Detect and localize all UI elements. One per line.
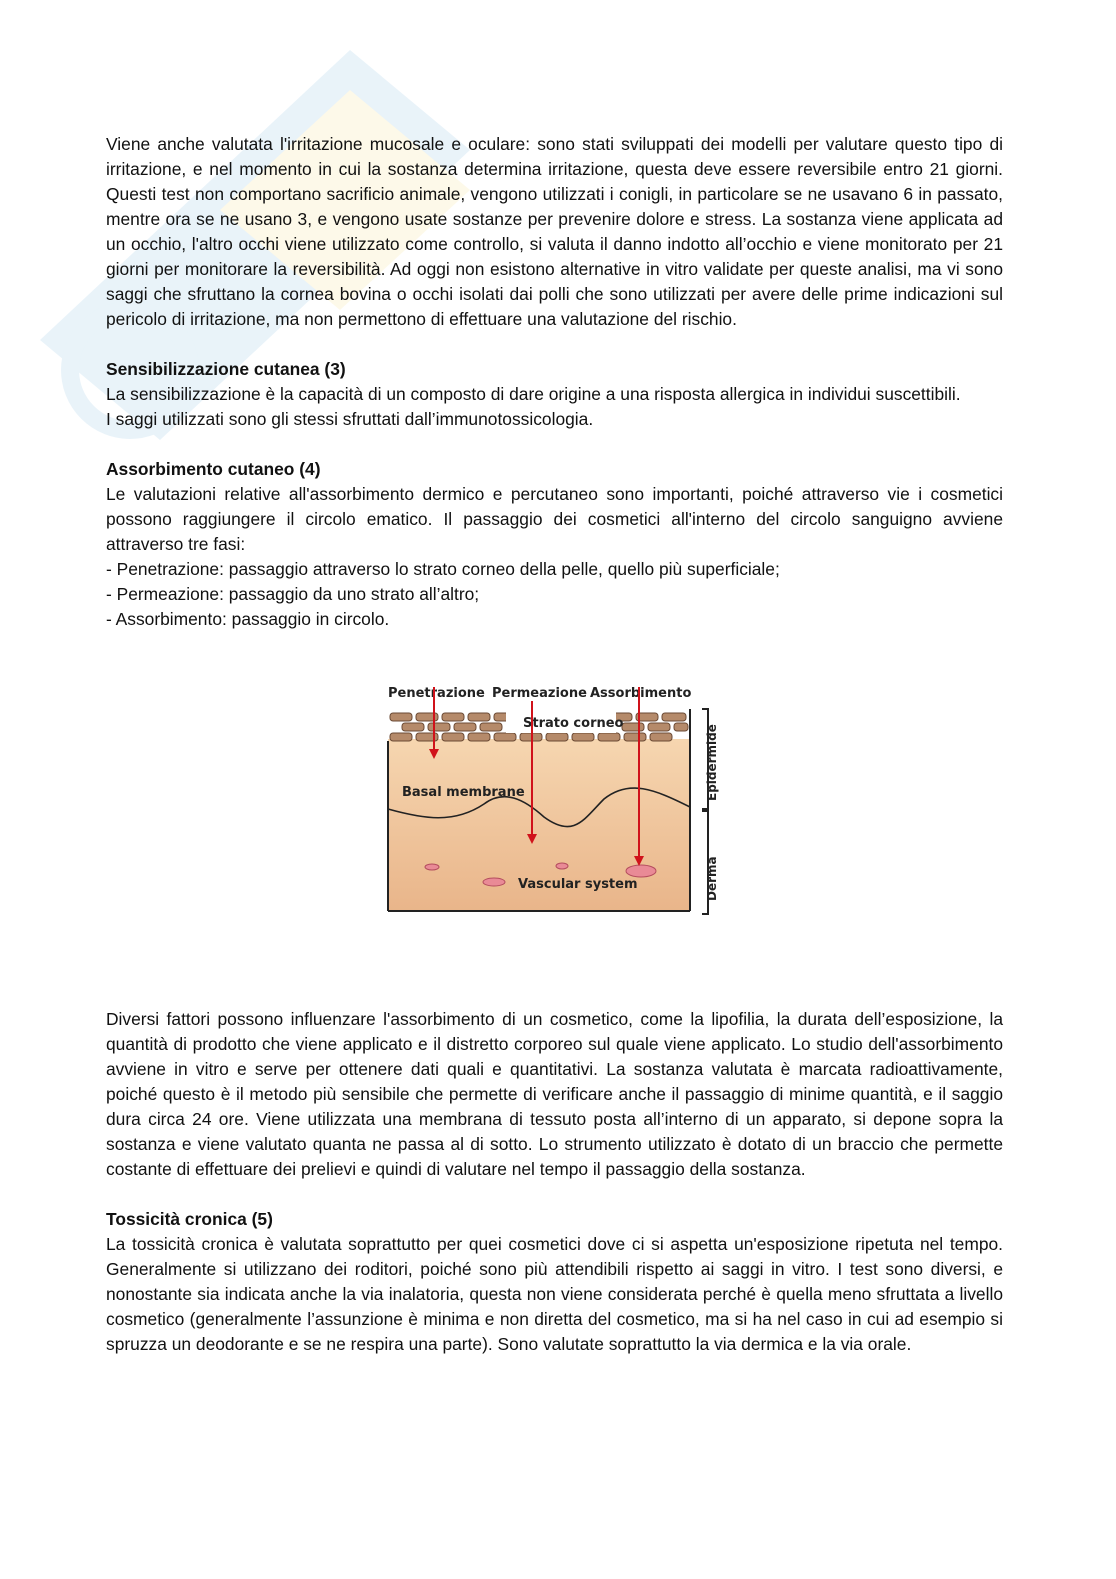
label-basal-membrane: Basal membrane [402,785,525,800]
vessel-icon [556,863,568,869]
label-assorbimento: Assorbimento [590,686,692,701]
label-derma: Derma [705,856,719,901]
label-strato-corneo: Strato corneo [523,716,624,731]
vessel-icon [626,865,656,877]
list-fasi [106,557,1003,632]
skin-diagram [384,679,724,939]
vessel-icon [425,864,439,870]
label-permeazione: Permeazione [492,686,587,701]
heading-sensibilizzazione: Sensibilizzazione cutanea (3) [106,359,346,379]
label-penetrazione: Penetrazione [388,686,485,701]
heading-assorbimento: Assorbimento cutaneo (4) [106,459,321,479]
list-item: - Assorbimento: passaggio in circolo. [106,609,390,629]
list-item: - Permeazione: passaggio da uno strato all’altro; [106,584,480,604]
sensibilizzazione-line-1: La sensibilizzazione è la capacità di un composto di dare origine a una risposta allergica in individui suscettibili. [106,384,961,404]
vessel-icon [483,878,505,886]
skin-absorption-figure [106,657,1003,1007]
paragraph-fattori-assorbimento: Diversi fattori possono influenzare l'assorbimento di un cosmetico, come la lipofilia, la durata dell’esposizione, la quantità di prodotto che viene applicato e il distretto corporeo sul quale viene applicato. Lo studio dell'assorbimento avviene in vitro e serve per ottenere dati quali e quantitativi. La sostanza valutata è marcata radioattivamente, poiché questo è il metodo più sensibile che permette di verificare anche il passaggio di minime quantità, e il saggio dura circa 24 ore. Viene utilizzata una membrana di tessuto posta all’interno di un apparato, si depone sopra la sostanza e viene valutato quanta ne passa al di sotto. Lo strumento utilizzato è dotato di un braccio che permette costante di effettuare dei prelievi e quindi di valutare nel tempo il passaggio della sostanza. [106,1009,1003,1179]
paragraph-sensibilizzazione [106,382,1003,432]
paragraph-irritazione: Viene anche valutata l'irritazione mucosale e oculare: sono stati sviluppati dei modelli per valutare questo tipo di irritazione, e nel momento in cui la sostanza determina irritazione, questa deve essere reversibile entro 21 giorni. Questi test non comportano sacrificio animale, vengono utilizzati i conigli, in particolare se ne usavano 6 in passato, mentre ora se ne usano 3, e vengono usate sostanze per prevenire dolore e stress. La sostanza viene applicata ad un occhio, l'altro occhi viene utilizzato come controllo, si valuta il danno indotto all’occhio e viene monitorato per 21 giorni per monitorare la reversibilità. Ad oggi non esistono alternative in vitro validate per queste analisi, ma vi sono saggi che sfruttano la cornea bovina o occhi isolati dai polli che sono utilizzati per avere delle prime indicazioni sul pericolo di irritazione, ma non permettono di effettuare una valutazione del rischio. [106,134,1003,329]
document-page [106,132,1003,1357]
sensibilizzazione-line-2: I saggi utilizzati sono gli stessi sfruttati dall’immunotossicologia. [106,409,594,429]
heading-tossicita: Tossicità cronica (5) [106,1209,273,1229]
list-item: - Penetrazione: passaggio attraverso lo strato corneo della pelle, quello più superficiale; [106,559,780,579]
paragraph-tossicita: La tossicità cronica è valutata soprattutto per quei cosmetici dove ci si aspetta un'esposizione ripetuta nel tempo. Generalmente si utilizzano dei roditori, poiché sono più attendibili rispetto ai saggi in vitro. I test sono diversi, e nonostante sia indicata anche la via inalatoria, questa non viene considerata perché è quella meno sfruttata a livello cosmetico (generalmente l’assunzione è minima e non diretta del cosmetico, ma si ha nel caso in cui ad esempio si spruzza un deodorante e se ne respira una parte). Sono valutate soprattutto la via dermica e la via orale. [106,1234,1003,1354]
paragraph-assorbimento: Le valutazioni relative all'assorbimento dermico e percutaneo sono importanti, poiché attraverso vie i cosmetici possono raggiungere il circolo ematico. Il passaggio dei cosmetici all'interno del circolo sanguigno avviene attraverso tre fasi: [106,484,1003,554]
label-epidermide: Epidermide [705,724,719,801]
label-vascular-system: Vascular system [518,877,638,892]
